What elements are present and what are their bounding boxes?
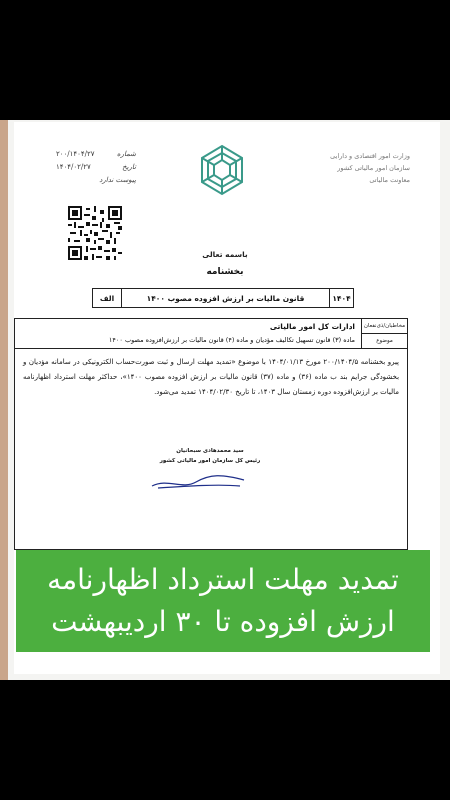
signer-title: رئیس کل سازمان امور مالیاتی کشور: [159, 458, 261, 464]
subject-value: ماده (۳) قانون تسهیل تکالیف مؤدیان و ماده (۴) قانون مالیات بر ارزش‌افزوده مصوب ۱۴۰۰: [108, 336, 355, 344]
number-value: ۲۰۰/۱۴۰۴/۲۷: [56, 150, 95, 158]
letter-meta: [56, 148, 136, 187]
circular-number-cell: ۱۴۰۴: [329, 289, 353, 307]
basmala: باسمه تعالی: [202, 250, 248, 259]
letter-body: پیرو بخشنامه ۲۰۰/۱۴۰۴/۵ مورخ ۱۴۰۴/۰۱/۱۳ با موضوع «تمدید مهلت ارسال و ثبت صورت‌حساب الکترونیکی در سامانه مؤدیان و بخشودگی جرایم بند ب ماده (۳۶) و ماده (۳۷) قانون مالیات بر ارزش افزوده مصوب ۱۴۰۰»، حداکثر مهلت استرداد اظهارنامه مالیات بر ارزش‌افزوده دوره زمستان سال ۱۴۰۳، تا تاریخ ۱۴۰۴/۰۲/۳۰ تمدید می‌شود.: [23, 358, 400, 396]
headline-banner: [16, 550, 430, 652]
label-column: [361, 319, 407, 349]
banner-line-1: تمدید مهلت استرداد اظهارنامه: [47, 563, 399, 596]
photo-edge: [0, 120, 8, 680]
law-title-cell: قانون مالیات بر ارزش افزوده مصوب ۱۴۰۰: [121, 289, 329, 307]
organization-header: [300, 150, 410, 186]
number-label: شماره: [116, 150, 136, 158]
date-label: تاریخ: [122, 163, 136, 171]
subject-label: موضوع: [376, 338, 393, 344]
tax-organization-emblem-icon: [198, 144, 246, 196]
org-line-3: معاونت مالیاتی: [369, 176, 410, 184]
signature-block: [150, 446, 270, 466]
org-line-1: وزارت امور اقتصادی و دارایی: [330, 152, 410, 160]
series-cell: الف: [99, 293, 115, 303]
org-line-2: سازمان امور مالیاتی کشور: [337, 164, 410, 172]
signature-scribble-icon: [148, 468, 248, 492]
addressee-value: ادارات کل امور مالیاتی: [269, 322, 355, 331]
attachment-label: پیوست ندارد: [99, 176, 136, 184]
document-title: بخشنامه: [206, 267, 244, 277]
date-value: ۱۴۰۴/۰۲/۲۷: [56, 163, 91, 171]
addressee-label: مخاطبان/ذی‌نفعان: [362, 319, 407, 334]
banner-line-2: ارزش افزوده تا ۳۰ اردیبهشت: [51, 605, 395, 638]
circular-number-row: [92, 288, 354, 308]
letter-header: [15, 319, 407, 349]
letter-box: [14, 318, 408, 550]
signer-name: سید محمدهادی سبحانیان: [176, 448, 244, 454]
